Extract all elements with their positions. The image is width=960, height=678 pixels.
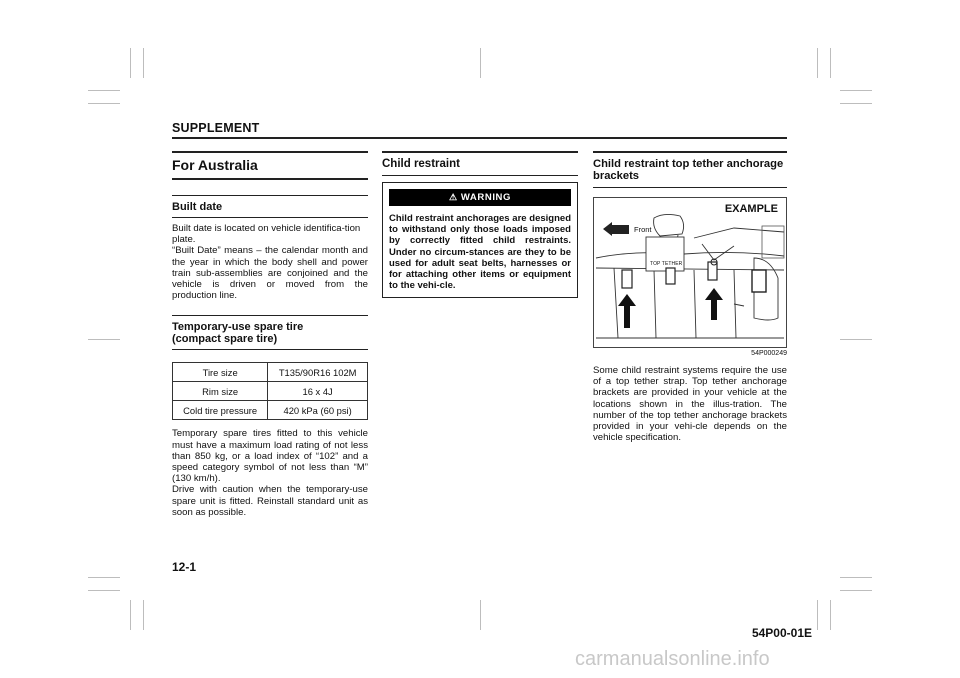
crop-mark — [840, 90, 872, 91]
spare-tire-paragraph-2: Drive with caution when the temporary-use spare unit is fitted. Reinstall standard unit as soon as possible. — [172, 484, 368, 518]
crop-mark — [130, 600, 131, 630]
example-label: EXAMPLE — [724, 203, 778, 215]
spare-tire-heading — [172, 321, 368, 345]
tether-heading-line-2: brackets — [593, 170, 640, 182]
table-cell-label: Cold tire pressure — [173, 401, 268, 420]
spare-tire-heading-line-1: Temporary-use spare tire — [172, 321, 304, 334]
warning-box — [382, 182, 578, 298]
header-rule — [172, 137, 787, 139]
built-date-paragraph-2: “Built Date” means – the calendar month and the year in which the body shell and power train sub-assemblies are conjoined and the vehicle is driven or moved from the production line. — [172, 245, 368, 302]
crop-mark — [817, 600, 818, 630]
crop-mark — [840, 103, 872, 104]
child-restraint-heading: Child restraint — [382, 158, 460, 170]
tether-illustration — [593, 197, 787, 348]
crop-mark — [88, 577, 120, 578]
tether-heading-line-1: Child restraint top tether anchorage — [593, 158, 784, 170]
front-label: Front — [634, 225, 652, 234]
crop-mark — [840, 339, 872, 340]
figure-caption: 54P000249 — [751, 350, 787, 357]
car-interior-drawing — [594, 198, 786, 347]
crop-mark — [130, 48, 131, 78]
warning-label: WARNING — [460, 192, 512, 203]
watermark: carmanualsonline.info — [575, 648, 770, 670]
table-cell-value: T135/90R16 102M — [268, 363, 368, 382]
tether-paragraph: Some child restraint systems require the use of a top tether strap. Top tether anchorage brackets are provided in your vehicle at the locations shown in the illus-tration. The number of the top tether anchorage brackets provided in your vehi-cle depends on the vehicle specification. — [593, 365, 787, 444]
crop-mark — [88, 339, 120, 340]
crop-mark — [143, 48, 144, 78]
spare-tire-spec-table — [172, 362, 368, 420]
crop-mark — [480, 48, 481, 78]
built-date-heading: Built date — [172, 201, 223, 213]
table-cell-label: Rim size — [173, 382, 268, 401]
crop-mark — [88, 103, 120, 104]
crop-mark — [830, 600, 831, 630]
page-header: SUPPLEMENT — [172, 121, 260, 135]
crop-mark — [88, 90, 120, 91]
crop-mark — [840, 590, 872, 591]
crop-mark — [817, 48, 818, 78]
section-rule-top — [172, 151, 368, 153]
column-1 — [172, 151, 368, 518]
column-2 — [382, 151, 578, 298]
heading-rule-top — [593, 151, 787, 153]
page-number: 12-1 — [172, 560, 197, 574]
crop-mark — [143, 600, 144, 630]
crop-mark — [480, 600, 481, 630]
document-code: 54P00-01E — [751, 626, 812, 640]
crop-mark — [830, 48, 831, 78]
warning-icon: ⚠ — [448, 192, 458, 202]
warning-header — [389, 189, 571, 206]
column-3 — [593, 151, 787, 443]
table-row — [173, 363, 368, 382]
top-tether-label: TOP TETHER — [650, 261, 683, 267]
section-title: For Australia — [172, 157, 258, 173]
spare-tire-paragraph-1: Temporary spare tires fitted to this vehicle must have a maximum load rating of not less than 850 kg, or a load index of “102” and a speed category symbol of not less than “M” (130 km/h). — [172, 428, 368, 485]
heading-rule — [172, 315, 368, 316]
heading-rule — [172, 195, 368, 196]
crop-mark — [840, 577, 872, 578]
heading-rule-bottom — [593, 187, 787, 188]
heading-rule-top — [382, 151, 578, 153]
spare-tire-heading-line-2: (compact spare tire) — [172, 333, 278, 346]
table-cell-label: Tire size — [173, 363, 268, 382]
warning-text: Child restraint anchorages are designed to withstand only those loads imposed by correctly fitted child restraints. Under no circum-stances are they to be used for adult seat belts, harnesses or for attaching other items or equipment to the vehi-cle. — [389, 213, 571, 292]
table-row — [173, 382, 368, 401]
built-date-paragraph-1: Built date is located on vehicle identifica-tion plate. — [172, 223, 361, 246]
tether-heading — [593, 158, 787, 182]
heading-rule-bottom — [382, 175, 578, 176]
crop-mark — [88, 590, 120, 591]
table-row — [173, 401, 368, 420]
table-cell-value: 16 x 4J — [268, 382, 368, 401]
heading-rule — [172, 349, 368, 350]
table-cell-value: 420 kPa (60 psi) — [268, 401, 368, 420]
